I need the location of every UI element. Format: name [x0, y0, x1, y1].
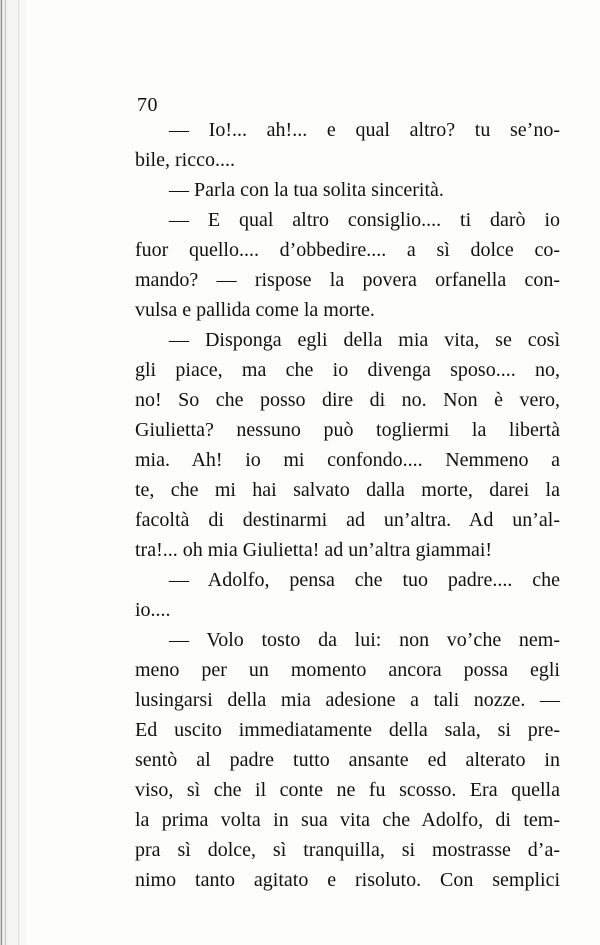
- text-line: bile, ricco....: [135, 149, 235, 171]
- text-line: fuor quello.... d’obbedire.... a sì dolce co-: [135, 239, 560, 261]
- text-line: — Adolfo, pensa che tuo padre.... che: [169, 569, 560, 591]
- gutter-shadow-line: [5, 0, 6, 945]
- text-line: viso, sì che il conte ne fu scosso. Era quella: [135, 779, 560, 801]
- text-line: no! So che posso dire di no. Non è vero,: [135, 389, 560, 411]
- text-line: pra sì dolce, sì tranquilla, si mostrasse d’a-: [135, 839, 560, 861]
- text-line: tra!... oh mia Giulietta! ad un’altra giammai!: [135, 539, 493, 561]
- gutter-fold-line: [18, 0, 19, 945]
- text-line: — Io!... ah!... e qual altro? tu se’no-: [169, 119, 560, 141]
- text-line: lusingarsi della mia adesione a tali nozze. —: [135, 689, 560, 711]
- text-line: Giulietta? nessuno può togliermi la libertà: [135, 419, 560, 441]
- text-line: — Parla con la tua solita sincerità.: [169, 179, 444, 201]
- text-line: la prima volta in sua vita che Adolfo, di tem-: [135, 809, 560, 831]
- text-line: nimo tanto agitato e risoluto. Con semplici: [135, 869, 560, 891]
- page-number: 70: [137, 94, 158, 116]
- text-line: Ed uscito immediatamente della sala, si pre-: [135, 719, 560, 741]
- text-line: io....: [135, 599, 171, 621]
- page-text: [135, 115, 560, 895]
- text-line: te, che mi hai salvato dalla morte, darei la: [135, 479, 560, 501]
- page-gutter: [0, 0, 26, 945]
- text-line: mando? — rispose la povera orfanella con-: [135, 269, 560, 291]
- text-line: sentò al padre tutto ansante ed alterato in: [135, 749, 560, 771]
- text-line: — Disponga egli della mia vita, se così: [169, 329, 560, 351]
- text-line: — Volo tosto da lui: non vo’che nem-: [169, 629, 560, 651]
- text-line: — E qual altro consiglio.... ti darò io: [169, 209, 560, 231]
- text-line: facoltà di destinarmi ad un’altra. Ad un’al-: [135, 509, 560, 531]
- text-line: mia. Ah! io mi confondo.... Nemmeno a: [135, 449, 560, 471]
- text-line: gli piace, ma che io divenga sposo.... no,: [135, 359, 560, 381]
- text-line: vulsa e pallida come la morte.: [135, 299, 375, 321]
- text-line: meno per un momento ancora possa egli: [135, 659, 560, 681]
- gutter-edge-line: [1, 0, 2, 945]
